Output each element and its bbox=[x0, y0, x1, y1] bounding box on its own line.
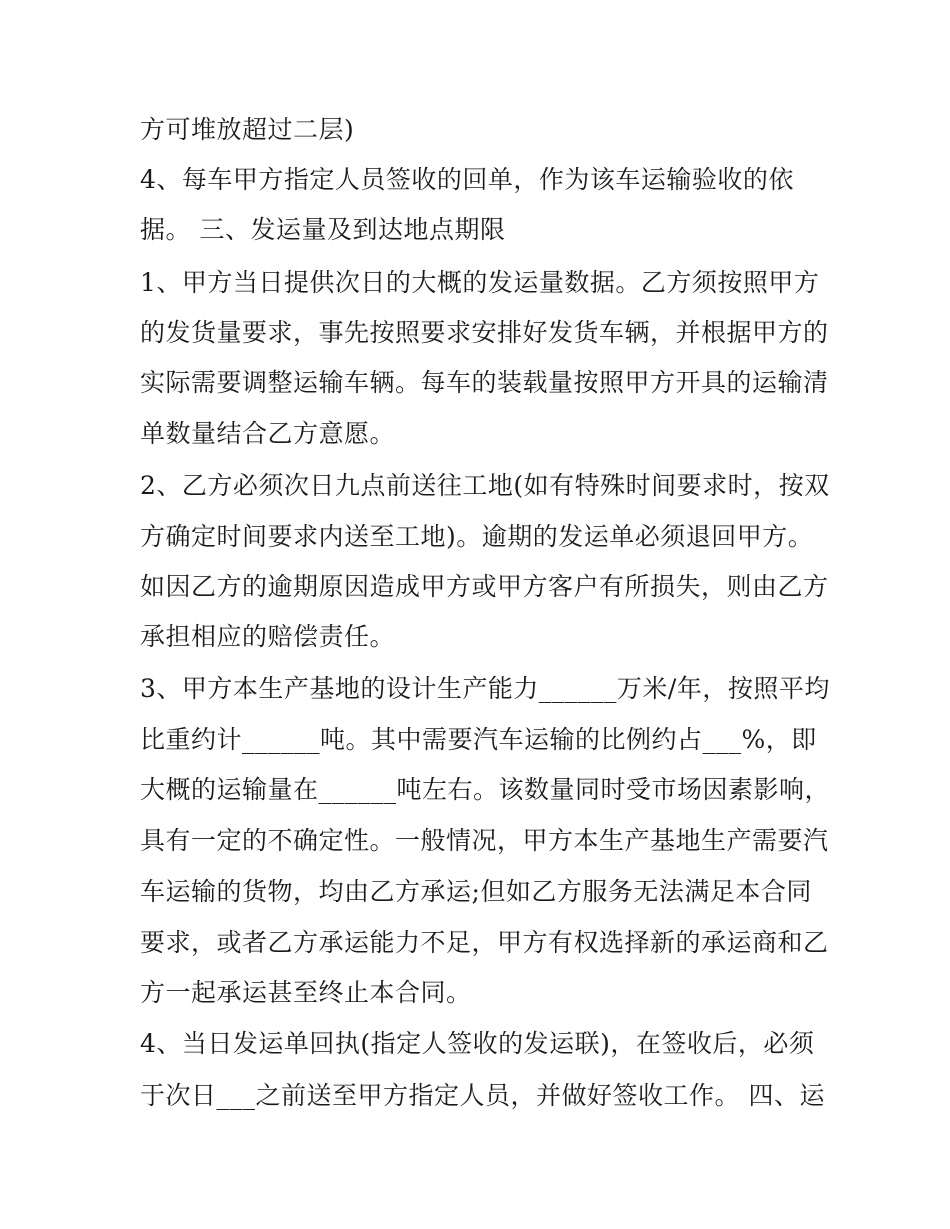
text-line: 承担相应的赔偿责任。 bbox=[140, 622, 396, 651]
text-line: 1、甲方当日提供次日的大概的发运量数据。乙方须按照甲方 bbox=[140, 268, 820, 297]
text-line: 于次日___之前送至甲方指定人员，并做好签收工作。 四、运 bbox=[140, 1081, 825, 1110]
text-line: 比重约计______吨。其中需要汽车运输的比例约占___%，即 bbox=[140, 725, 817, 754]
text-line: 4、每车甲方指定人员签收的回单，作为该车运输验收的依 bbox=[140, 165, 794, 194]
text-line: 3、甲方本生产基地的设计生产能力______万米/年，按照平均 bbox=[140, 674, 830, 703]
text-line: 车运输的货物，均由乙方承运;但如乙方服务无法满足本合同 bbox=[140, 877, 812, 906]
text-line: 如因乙方的逾期原因造成甲方或甲方客户有所损失，则由乙方 bbox=[140, 572, 829, 601]
text-line: 方确定时间要求内送至工地)。逾期的发运单必须退回甲方。 bbox=[140, 522, 814, 551]
text-line: 据。 三、发运量及到达地点期限 bbox=[140, 215, 506, 244]
text-line: 大概的运输量在______吨左右。该数量同时受市场因素影响， bbox=[140, 775, 831, 804]
text-line: 4、当日发运单回执(指定人签收的发运联)，在签收后，必须 bbox=[140, 1029, 815, 1058]
text-line: 的发货量要求，事先按照要求安排好发货车辆，并根据甲方的 bbox=[140, 318, 829, 347]
text-line: 具有一定的不确定性。一般情况，甲方本生产基地生产需要汽 bbox=[140, 826, 829, 855]
text-line: 2、乙方必须次日九点前送往工地(如有特殊时间要求时，按双 bbox=[140, 471, 830, 500]
text-line: 方一起承运甚至终止本合同。 bbox=[140, 978, 472, 1007]
text-line: 单数量结合乙方意愿。 bbox=[140, 419, 396, 448]
text-line: 实际需要调整运输车辆。每车的装载量按照甲方开具的运输清 bbox=[140, 368, 829, 397]
text-line: 方可堆放超过二层) bbox=[140, 115, 355, 144]
text-line: 要求，或者乙方承运能力不足，甲方有权选择新的承运商和乙 bbox=[140, 928, 829, 957]
